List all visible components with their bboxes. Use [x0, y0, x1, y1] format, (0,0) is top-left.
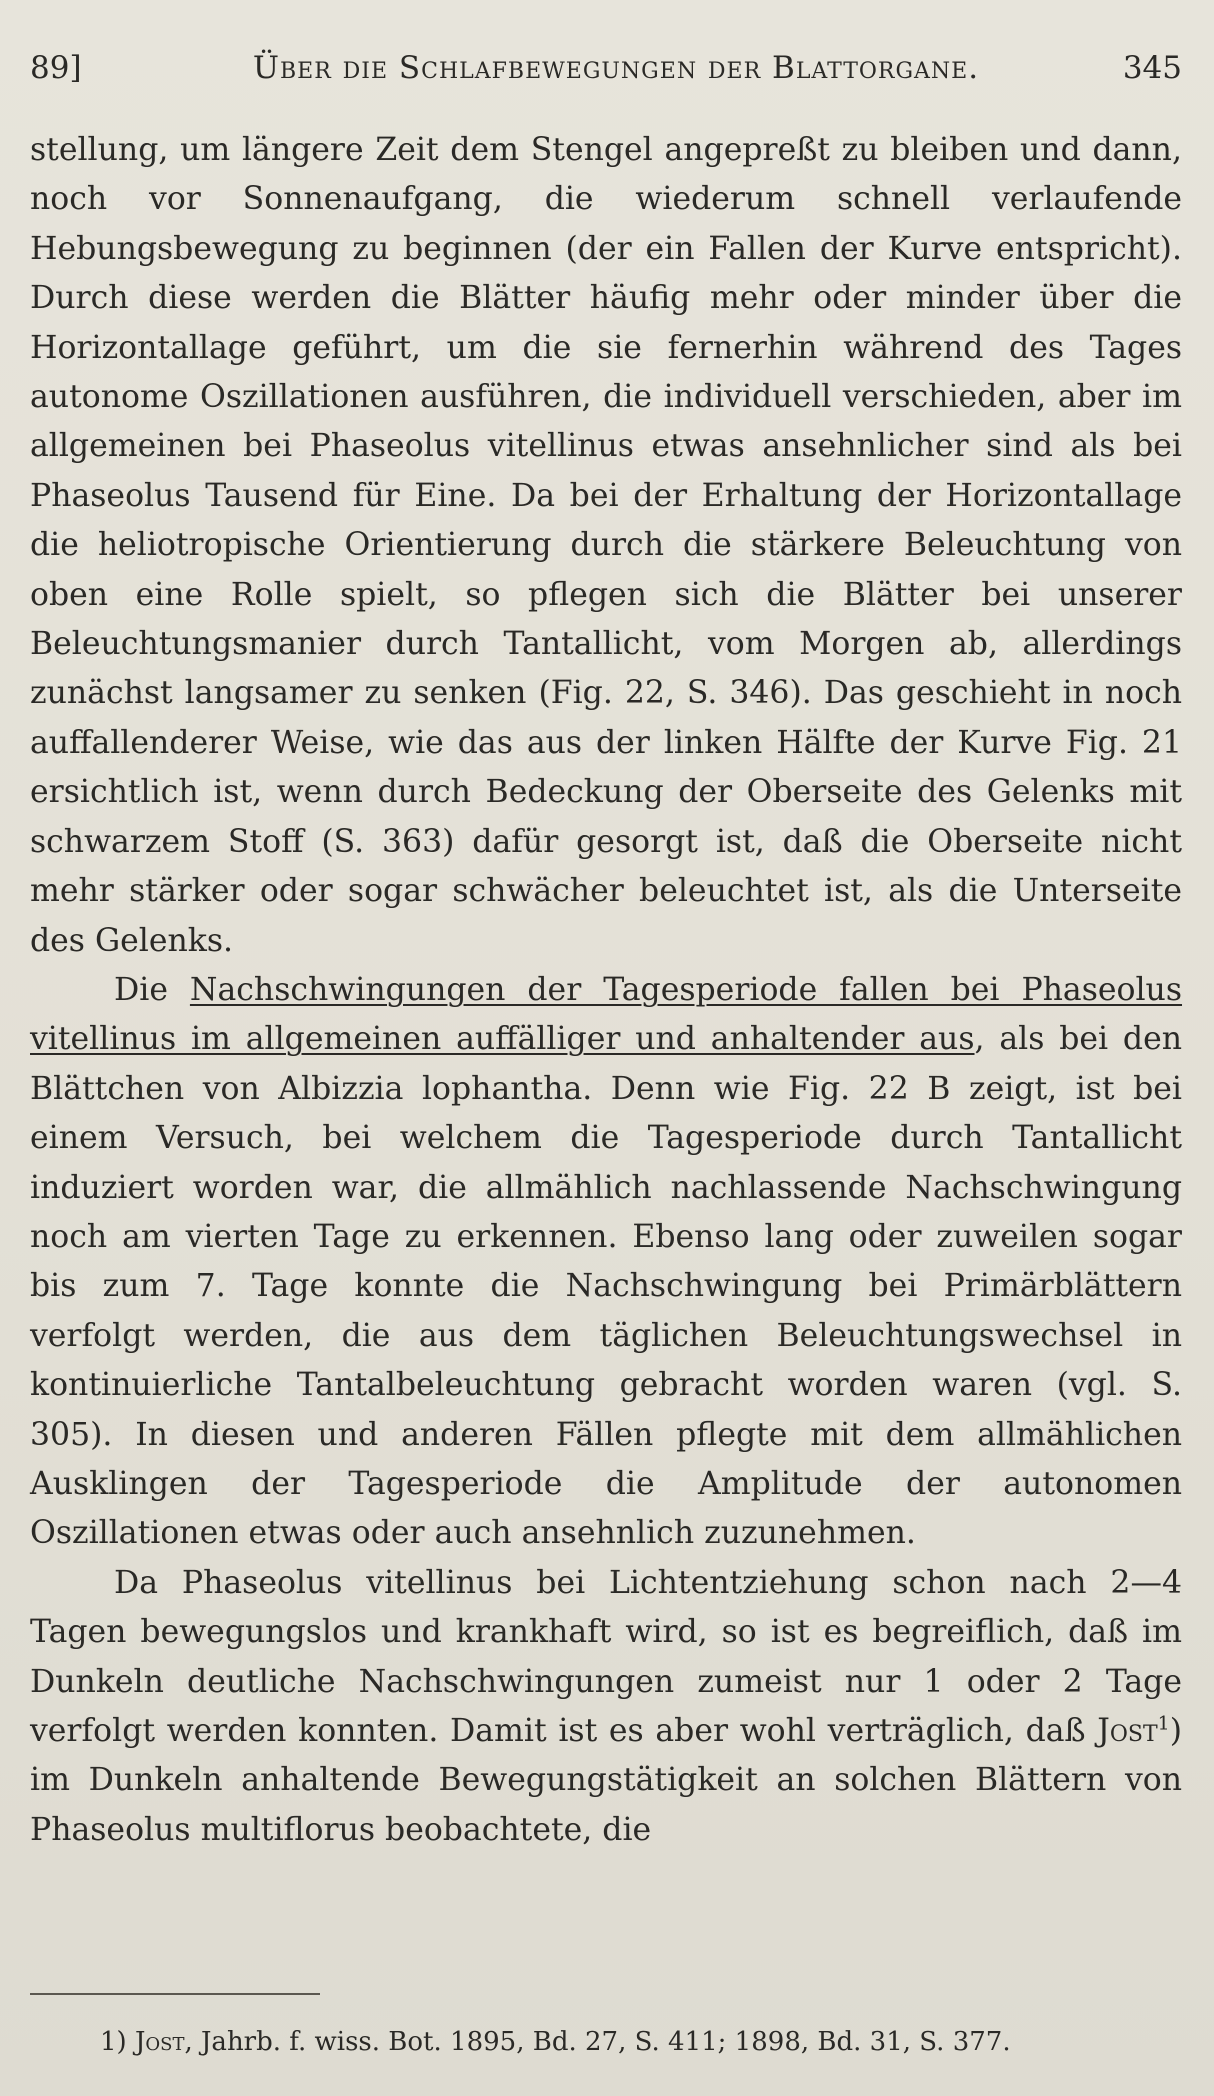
paragraph-3-part-a: Da Phaseolus vitellinus bei Lichtentziehung schon nach 2—4 Tagen bewegungslos und krankhaft wird, so ist es begreiflich, daß im Dunkeln deutliche Nachschwingungen zumeist nur 1 oder 2 Tage verfolgt werden konnten. Damit ist es aber wohl verträglich, daß [30, 1564, 1182, 1749]
paragraph-2 [30, 966, 1182, 1559]
section-number: 89] [30, 50, 82, 86]
running-title: Über die Schlafbewegungen der Blattorgane. [252, 50, 980, 86]
footnote [100, 2025, 1174, 2059]
footnote-marker: 1) [100, 2027, 135, 2057]
footnote-divider [30, 1993, 320, 1995]
body-text [30, 126, 1182, 1855]
footnote-reference[interactable]: 1 [1157, 1712, 1170, 1735]
paragraph-3 [30, 1559, 1182, 1855]
paragraph-2-intro: Die [114, 971, 190, 1008]
page-number: 345 [1122, 50, 1182, 86]
paragraph-2-rest: , als bei den Blättchen von Albizzia lophantha. Denn wie Fig. 22 B zeigt, ist bei einem Versuch, bei welchem die Tagesperiode durch Tantallicht induziert worden war, die allmählich nachlassende Nachschwingung noch am vierten Tage zu erkennen. Ebenso lang oder zuweilen sogar bis zum 7. Tage konnte die Nachschwingung bei Primärblättern verfolgt werden, die aus dem täglichen Beleuchtungswechsel in kontinuierliche Tantalbeleuchtung gebracht worden waren (vgl. S. 305). In diesen und anderen Fällen pflegte mit dem allmählichen Ausklingen der Tagesperiode die Amplitude der autonomen Oszillationen etwas oder auch ansehnlich zuzunehmen. [30, 1021, 1182, 1552]
underlined-passage: Nachschwingungen der Tagesperiode fallen bei Phaseolus vitellinus im allgemeinen auffälliger und anhaltender aus [30, 971, 1183, 1058]
footnote-author: Jost [134, 2027, 185, 2057]
footnote-text: , Jahrb. f. wiss. Bot. 1895, Bd. 27, S. 411; 1898, Bd. 31, S. 377. [184, 2027, 1011, 2057]
author-name: Jost [1097, 1713, 1158, 1749]
running-header [30, 44, 1182, 92]
paragraph-3-part-b: ) im Dunkeln anhaltende Bewegungstätigkeit an solchen Blättern von Phaseolus multiflorus beobachtete, die [30, 1713, 1182, 1848]
paragraph-1: stellung, um längere Zeit dem Stengel angepreßt zu bleiben und dann, noch vor Sonnenaufgang, die wiederum schnell verlaufende Hebungsbewegung zu beginnen (der ein Fallen der Kurve entspricht). Durch diese werden die Blätter häufig mehr oder minder über die Horizontallage geführt, um die sie fernerhin während des Tages autonome Oszillationen ausführen, die individuell verschieden, aber im allgemeinen bei Phaseolus vitellinus etwas ansehnlicher sind als bei Phaseolus Tausend für Eine. Da bei der Erhaltung der Horizontallage die heliotropische Orientierung durch die stärkere Beleuchtung von oben eine Rolle spielt, so pflegen sich die Blätter bei unserer Beleuchtungsmanier durch Tantallicht, vom Morgen ab, allerdings zunächst langsamer zu senken (Fig. 22, S. 346). Das geschieht in noch auffallenderer Weise, wie das aus der linken Hälfte der Kurve Fig. 21 ersichtlich ist, wenn durch Bedeckung der Oberseite des Gelenks mit schwarzem Stoff (S. 363) dafür gesorgt ist, daß die Oberseite nicht mehr stärker oder sogar schwächer beleuchtet ist, als die Unterseite des Gelenks. [30, 132, 1182, 959]
